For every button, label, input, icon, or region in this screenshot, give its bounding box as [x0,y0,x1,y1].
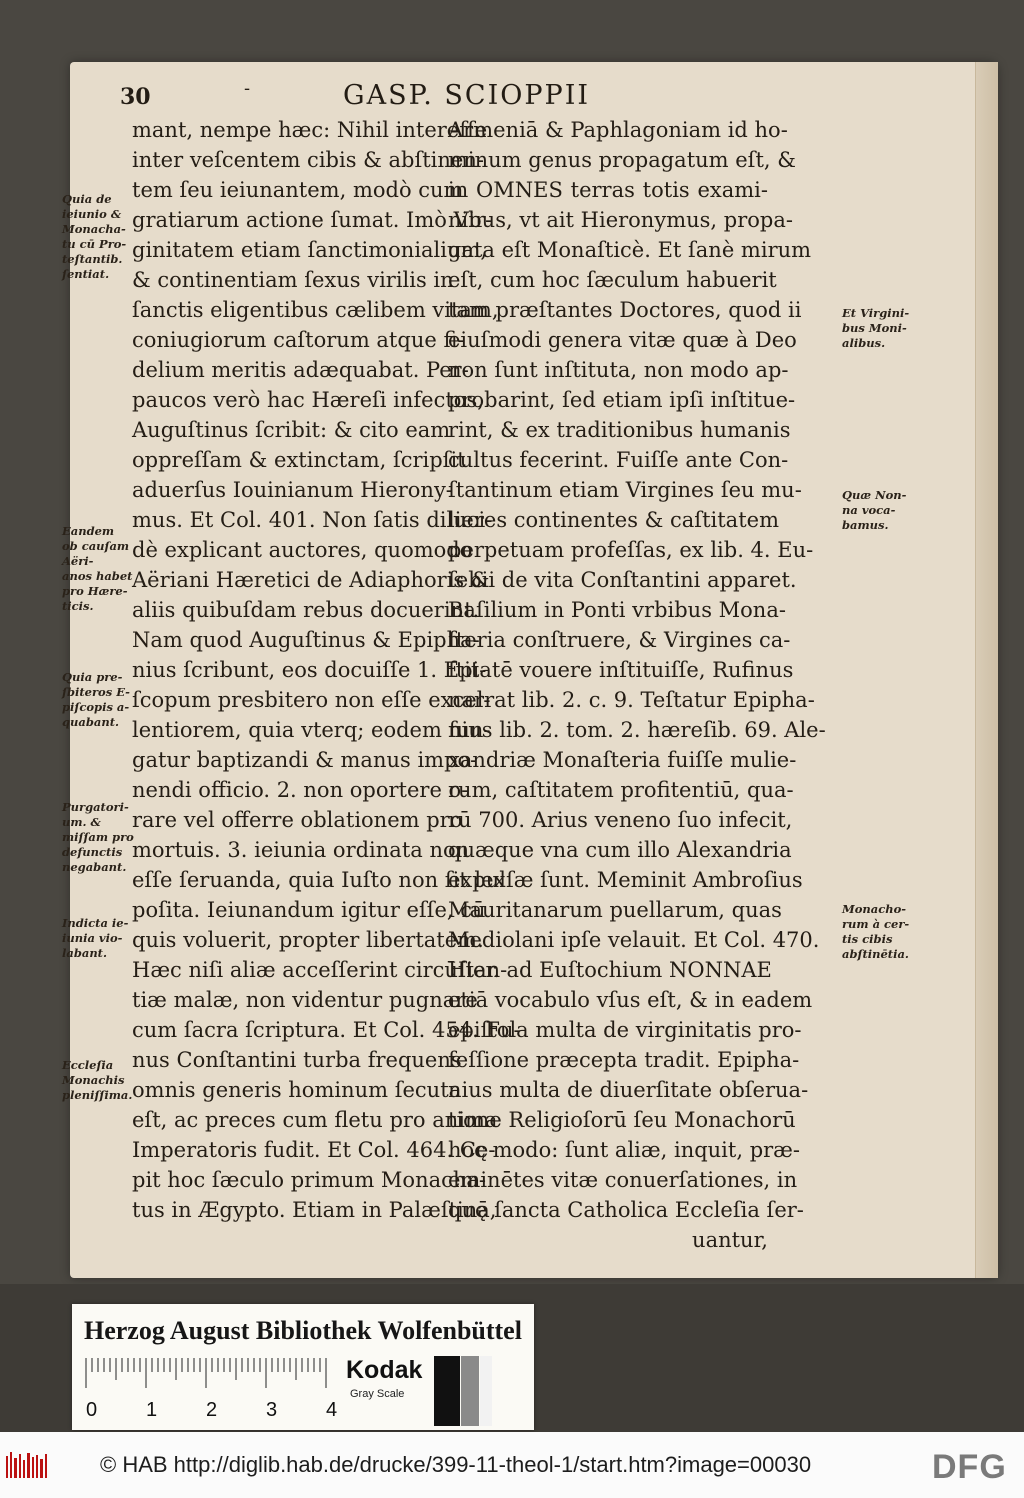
text-line: gratiarum actione ſumat. Imò Vir- [132,208,493,232]
text-line: mortuis. 3. ieiunia ordinata non [132,838,470,862]
ruler-scale [82,1354,336,1424]
marginal-note: Eccleſia Monachis pleniſſima. [62,1058,133,1102]
text-line: tus in Ægypto. Etiam in Palæſtinā, [132,1198,497,1222]
text-line: quę ſancta Catholica Eccleſia ſer- [448,1198,804,1222]
running-title: GASP. SCIOPPII [343,80,591,111]
text-line: Nam quod Auguſtinus & Epipha- [132,628,480,652]
text-line: oppreſſam & extinctam, ſcripſit [132,448,466,472]
text-line: uantur, [692,1228,768,1252]
text-line: tem ſeu ieiunantem, modò cum [132,178,464,202]
text-line: narrat lib. 2. c. 9. Teſtatur Epipha- [448,688,815,712]
text-line: rū 700. Arius veneno ſuo infecit, [448,808,793,832]
swatch-black [434,1356,460,1426]
text-line: Aëriani Hæretici de Adiaphoris & [132,568,490,592]
ruler-label: 4 [326,1399,338,1421]
ruler-label: 2 [206,1399,218,1421]
marginal-note: Quia de ieiunio & Monacha- tu cū Pro- teſtantib. ſentiat. [62,192,127,281]
text-line: Hier. ad Euſtochium NONNAE [448,958,772,982]
text-line: omnis generis hominum ſecuta [132,1078,462,1102]
text-line: epiſtola multa de virginitatis pro- [448,1018,802,1042]
text-line: nius lib. 2. tom. 2. hæreſib. 69. Ale- [448,718,826,742]
color-target-card [72,1304,534,1430]
swatch-white [480,1356,492,1426]
text-line: gatur baptizandi & manus impo- [132,748,478,772]
text-line: nius ſcribunt, eos docuiſſe 1. Epi- [132,658,487,682]
text-line: poſita. Ieiunandum igitur eſſe, cū [132,898,486,922]
text-line: ſteria conſtruere, & Virgines ca- [448,628,791,652]
text-line: nendi officio. 2. non oportere o- [132,778,469,802]
text-line: Imperatoris fudit. Et Col. 464. Cę- [132,1138,496,1162]
text-line: delium meritis adæquabat. Per- [132,358,469,382]
text-line: ſebii de vita Conſtantini apparet. [448,568,797,592]
page-number: 30 [120,84,151,110]
text-line: Baſilium in Ponti vrbibus Mona- [448,598,786,622]
marginal-note: Purgatori- um. & miſſam defunctis negabant. [62,800,129,874]
text-line: nibus, vt ait Hieronymus, propa- [448,208,793,232]
marginal-note: Indicta ie- iunia vio- labant. [62,916,129,960]
kodak-logo: Kodak [346,1356,423,1384]
text-line: cultus fecerint. Fuiſſe ante Con- [448,448,789,472]
text-line: mus. Et Col. 401. Non ſatis diluci- [132,508,493,532]
left-text-column [132,115,521,1225]
ruler-label: 0 [86,1399,98,1421]
ruler-label: 1 [146,1399,158,1421]
header-dash: - [244,78,251,99]
text-line: pit hoc ſæculo primum Monacha- [132,1168,487,1192]
text-line: probarint, ſed etiam ipſi inſtitue- [448,388,796,412]
text-line: ſtitatē vouere inſtituiſſe, Rufinus [448,658,794,682]
text-line: eſt, cum hoc ſæculum habuerit [448,268,777,292]
text-line: ginitatem etiam ſanctimonialium, [132,238,488,262]
text-line: tione Religioſorū ſeu Monachorū [448,1108,796,1132]
text-line: in OMNES terras totis exami- [448,178,768,202]
text-line: quæque vna cum illo Alexandria [448,838,792,862]
ruler-label: 3 [266,1399,278,1421]
text-line: lentiorem, quia vterq; eodem fun- [132,718,491,742]
text-line: cum ſacra ſcriptura. Et Col. 454. Fu- [132,1018,521,1042]
swatch-gray [461,1356,479,1426]
text-line: tiæ malæ, non videntur pugnare [132,988,478,1012]
text-line: xandriæ Monaſteria fuiſſe mulie- [448,748,797,772]
text-line: & continentiam ſexus virilis in [132,268,454,292]
dfg-logo: DFG [932,1448,1007,1486]
text-line: eſſe ſeruanda, quia Iuſto non ſit lex [132,868,506,892]
text-line: inter veſcentem cibis & abſtinen- [132,148,484,172]
footer-bar [0,1432,1024,1498]
text-line: rare vel offerre oblationem pro [132,808,463,832]
library-name: Herzog August Bibliothek Wolfenbüttel [84,1316,522,1345]
text-line: eiuſmodi genera vitæ quæ à Deo [448,328,797,352]
text-line: expulſæ ſunt. Meminit Ambroſius [448,868,803,892]
text-line: ſtantinum etiam Virgines ſeu mu- [448,478,802,502]
text-line: eſt, ac preces cum fletu pro anima [132,1108,498,1132]
text-line: Auguſtinus ſcribit: & cito eam [132,418,451,442]
marginal-note: Quia pre- ſbiteros piſcopis quabant. [62,670,123,729]
marginal-note: Et Virgini- bus Moni- alibus. [842,306,910,350]
text-line: feſſione præcepta tradit. Epipha- [448,1048,800,1072]
text-line: eminētes vitæ conuerſationes, in [448,1168,798,1192]
text-line: nius multa de diuerſitate obſerua- [448,1078,809,1102]
text-line: Mauritanarum puellarum, quas [448,898,782,922]
gray-swatches [434,1356,492,1426]
text-line: non ſunt inſtituta, non modo ap- [448,358,789,382]
right-text-column [448,115,826,1255]
marginal-note: Monacho- rum à cer- tis cibis abſtinētia. [842,902,910,961]
text-line: aliis quibuſdam rebus docuerint. [132,598,480,622]
marginal-note: Eandem ob cauſam Aëri- anos habet pro Hære- ticis. [62,524,133,613]
text-line: aduerſus Iouinianum Hierony- [132,478,453,502]
text-line: paucos verò hac Hæreſi infectos, [132,388,484,412]
barcode-icon [6,1452,50,1480]
text-line: etiā vocabulo vſus eſt, & in eadem [448,988,813,1012]
text-line: nus Conſtantini turba frequens [132,1048,462,1072]
ruler-ticks [86,1358,326,1388]
text-line: dè explicant auctores, quomodo [132,538,473,562]
text-line: mant, nempe hæc: Nihil intereſſe [132,118,488,142]
text-line: lieres continentes & caſtitatem [448,508,779,532]
text-line: Armeniā & Paphlagoniam id ho- [448,118,788,142]
text-line: ſcopum presbitero non eſſe excel- [132,688,491,712]
citation-link[interactable]: © HAB http://diglib.hab.de/drucke/399-11-theol-1/start.htm?image=00030 [100,1452,812,1477]
marginal-note: Quæ Non- na voca- bamus. [842,488,907,532]
text-line: ſanctis eligentibus cælibem vitam, [132,298,499,322]
page-fore-edge [975,62,998,1278]
gray-scale-label: Gray Scale [350,1388,405,1400]
text-line: rint, & ex traditionibus humanis [448,418,791,442]
text-line: Mediolani ipſe velauit. Et Col. 470. [448,928,820,952]
text-line: minum genus propagatum eſt, & [448,148,796,172]
text-line: coniugiorum caſtorum atque fi- [132,328,465,352]
text-line: hoc modo: ſunt aliæ, inquit, præ- [448,1138,801,1162]
text-line: perpetuam profeſſas, ex lib. 4. Eu- [448,538,814,562]
text-line: tam præſtantes Doctores, quod ii [448,298,802,322]
text-line: quis voluerit, propter libertatem. [132,928,484,952]
text-line: Hæc niſi aliæ acceſſerint circūſtan- [132,958,508,982]
text-line: rum, caſtitatem profitentiū, qua- [448,778,794,802]
text-line: gata eſt Monaſticè. Et ſanè mirum [448,238,812,262]
ruler-labels [86,1399,337,1421]
